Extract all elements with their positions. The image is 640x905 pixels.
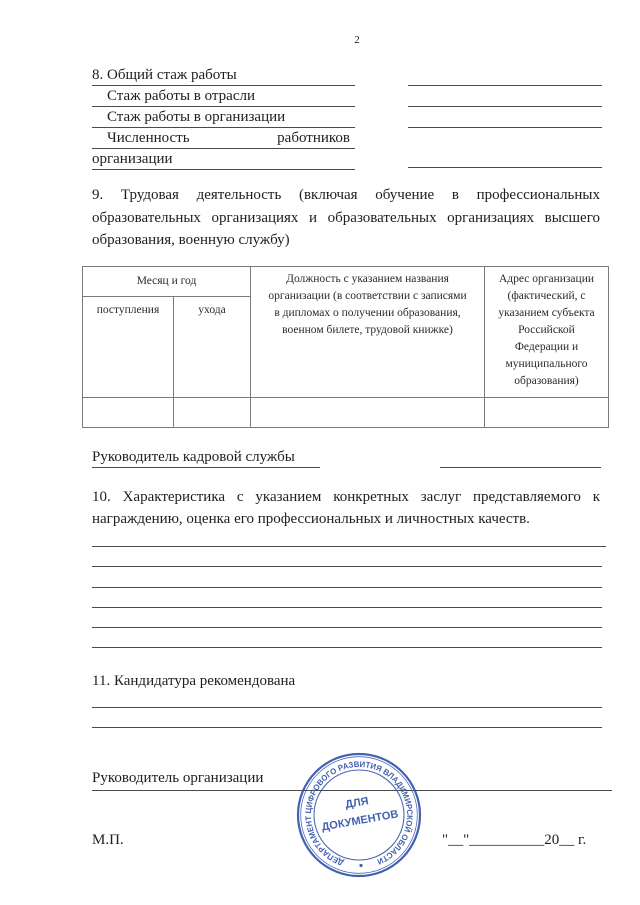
date-blank: "__"__________20__ г. xyxy=(442,832,587,848)
characteristic-blank-line xyxy=(92,647,602,648)
address-cell xyxy=(485,398,609,428)
characteristic-blank-line xyxy=(92,566,602,567)
month-year-header-label: Месяц и год xyxy=(136,275,197,287)
characteristic-blank-line xyxy=(92,587,602,588)
organization-experience-label: Стаж работы в организации xyxy=(92,107,355,128)
start-date-header-label: поступления xyxy=(96,304,160,316)
address-header-line: образования) xyxy=(514,375,579,387)
page-number: 2 xyxy=(354,34,360,46)
section8-title: 8. Общий стаж работы xyxy=(92,65,355,86)
stamp-center xyxy=(318,791,400,834)
industry-experience-blank xyxy=(408,106,602,107)
stamp-ring-text-path: ДЕПАРТАМЕНТ ЦИФРОВОГО РАЗВИТИЯ ВЛАДИМИРСКОЙ ОБЛАСТИ xyxy=(303,759,415,868)
section9-heading-line: образовательных организациях и образовательных организациях высшего xyxy=(92,209,600,226)
end-date-cell xyxy=(174,398,251,428)
headcount-blank xyxy=(408,167,602,168)
employment-history-table xyxy=(82,266,609,428)
characteristic-blank-line xyxy=(92,627,602,628)
section10-heading-line: 10. Характеристика с указанием конкретных заслуг представляемого к xyxy=(92,489,600,505)
headcount-label-line1: Численность работников xyxy=(92,128,355,149)
address-header-line: (фактический, с xyxy=(507,290,586,302)
official-stamp xyxy=(295,751,423,879)
section8-experience xyxy=(92,65,355,170)
section9-heading xyxy=(92,184,600,252)
section11-heading: 11. Кандидатура рекомендована xyxy=(92,673,296,689)
address-header-line: Адрес организации xyxy=(498,273,594,285)
stamp-center-line1: ДЛЯ xyxy=(344,795,370,812)
start-date-header xyxy=(83,297,174,398)
hr-head-signature-blank xyxy=(440,467,601,468)
position-header-line: военном билете, трудовой книжке) xyxy=(282,324,453,336)
characteristic-blank-line xyxy=(92,607,602,608)
recommendation-blank-line xyxy=(92,727,602,728)
month-year-header xyxy=(83,267,251,297)
section10-heading-line: награждению, оценка его профессиональных и личностных качеств. xyxy=(92,511,530,527)
start-date-cell xyxy=(83,398,174,428)
table-row xyxy=(83,398,609,428)
end-date-header xyxy=(174,297,251,398)
position-header-line: Должность с указанием названия xyxy=(286,273,449,285)
address-header-line: Российской xyxy=(518,324,575,336)
end-date-header-label: ухода xyxy=(198,304,226,316)
position-cell xyxy=(251,398,485,428)
address-header-line: указанием субъекта xyxy=(498,307,595,319)
position-header-line: в дипломах о получении образования, xyxy=(274,307,461,319)
characteristic-blank-line xyxy=(92,546,606,547)
industry-experience-label: Стаж работы в отрасли xyxy=(92,86,355,107)
hr-head-label: Руководитель кадровой службы xyxy=(92,447,320,468)
table-header-row xyxy=(83,267,609,297)
seal-place-mark: М.П. xyxy=(92,832,124,848)
position-header-line: организации (в соответствии с записями xyxy=(268,290,467,302)
section10-heading xyxy=(92,486,600,530)
headcount-label-line2: организации xyxy=(92,149,355,170)
total-experience-blank xyxy=(408,85,602,86)
organization-head-label: Руководитель организации xyxy=(92,770,264,786)
address-header-line: муниципального xyxy=(505,358,588,370)
recommendation-blank-line xyxy=(92,707,602,708)
section9-heading-line: 9. Трудовая деятельность (включая обучение в профессиональных xyxy=(92,187,600,203)
section9-heading-line: образования, военную службу) xyxy=(92,232,290,248)
stamp-dot-icon xyxy=(359,864,362,867)
address-header xyxy=(485,267,609,398)
address-header-line: Федерации и xyxy=(514,341,579,353)
organization-experience-blank xyxy=(408,127,602,128)
position-header xyxy=(251,267,485,398)
stamp-center-line2: ДОКУМЕНТОВ xyxy=(320,808,400,834)
